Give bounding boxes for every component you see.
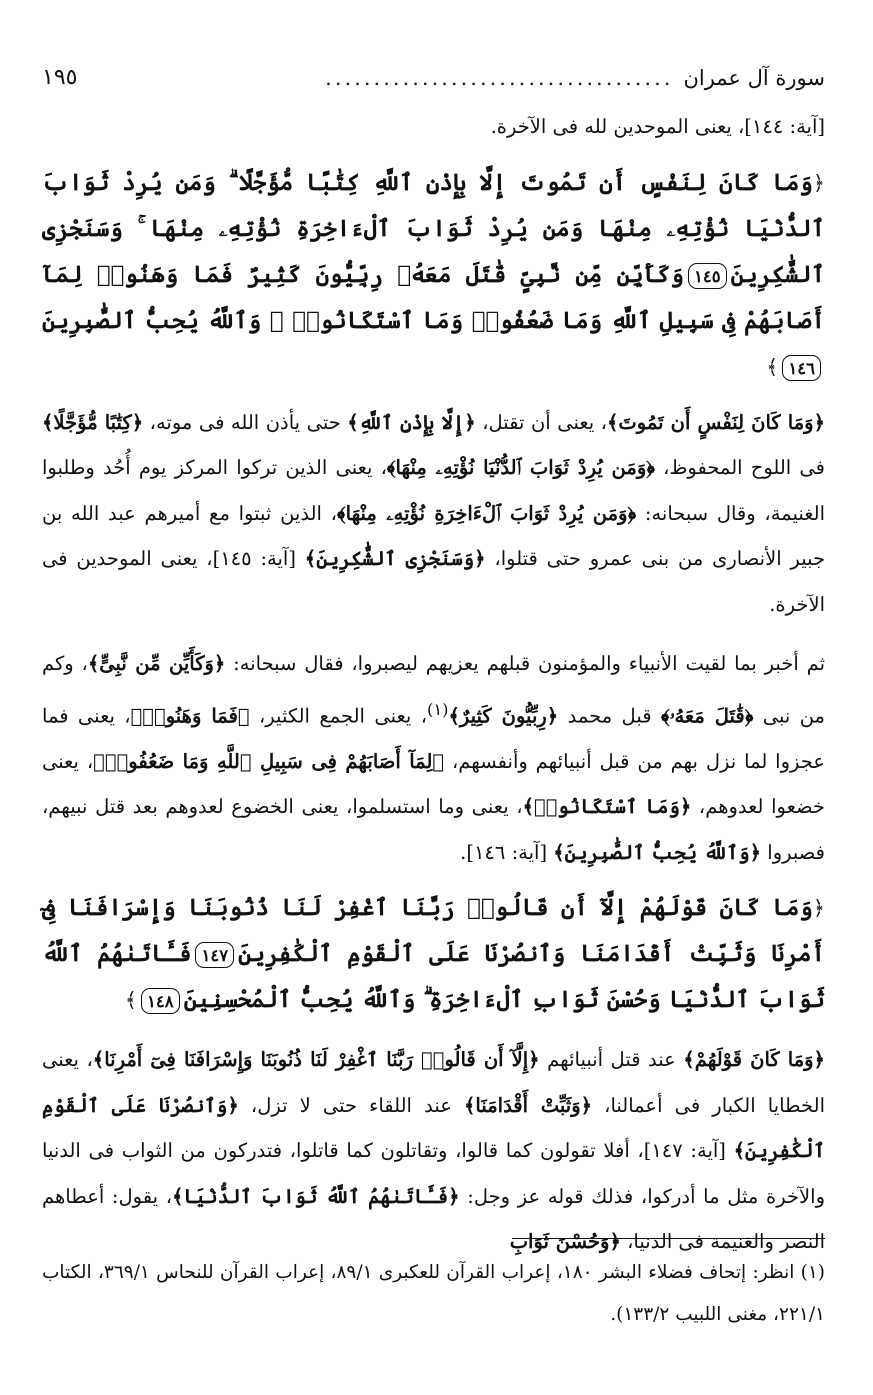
quran-quote: ﴿وَثَبِّتْ أَقْدَامَنَا﴾ [463,1093,593,1117]
quran-quote: ﴿وَمَا ٱسْتَكَانُوا۟﴾ [522,795,692,818]
verse-text-148: فَـَٔاتَىٰهُمُ ٱللَّهُ ثَوَابَ ٱلدُّنْيَا وَحُسْنَ ثَوَابِ ٱلْءَاخِرَةِ ۗ وَٱللَّهُ يُحِبُّ ٱلْمُحْسِنِينَ [42,940,825,1013]
quran-quote: ﴿فَمَا وَهَنُوا۟﴾ [130,704,250,727]
quran-quote: ﴿لِمَآ أَصَابَهُمْ فِى سَبِيلِ ٱللَّهِ وَمَا ضَعُفُوا۟﴾ [93,749,445,773]
commentary-text: ، يعنى وما استسلموا، يعنى الخضوع لعدوهم بعد قتل نبيهم، فصبروا [42,795,825,864]
commentary-text: ، يعنى خضعوا لعدوهم، [42,749,825,818]
verse-close-bracket: ﴾ [766,354,779,379]
verse-text-146: وَكَأَيِّن مِّن نَّبِىٍّ قَٰتَلَ مَعَهُۥ رِبِّيُّونَ كَثِيرٌ فَمَا وَهَنُوا۟ لِمَآ أَصَابَهُمْ فِى سَبِيلِ ٱللَّهِ وَمَا ضَعُفُوا۟ وَمَا ٱسْتَكَانُوا۟ ۗ وَٱللَّهُ يُحِبُّ ٱلصَّٰبِرِينَ [42,260,825,334]
verse-text-147: وَمَا كَانَ قَوْلَهُمْ إِلَّآ أَن قَالُوا۟ رَبَّنَا ٱغْفِرْ لَنَا ذُنُوبَنَا وَإِسْرَافَنَا فِىٓ أَمْرِنَا وَثَبِّتْ أَقْدَامَنَا وَٱنصُرْنَا عَلَى ٱلْقَوْمِ ٱلْكَٰفِرِينَ [42,894,825,967]
commentary-text: ، يقول: أعطاهم النصر والغنيمة فى الدنيا، [42,1184,825,1253]
commentary-text: ، الذين ثبتوا مع أميرهم عبد الله بن جبير الأنصارى من بنى عمرو حتى قتلوا، [42,501,826,570]
commentary-text: ، يعنى الخطايا الكبار فى أعمالنا، [42,1048,826,1117]
footnote-separator [512,1238,825,1239]
verse-close-bracket: ﴾ [124,988,138,1012]
footnote-marker: (١) [427,699,449,719]
quran-quote: ﴿وَحُسْنَ ثَوَابِ [509,1230,621,1253]
commentary-text: ، يعنى أن تقتل، [475,410,607,434]
quran-quote: ﴿رِبِّيُّونَ كَثِيرٌ﴾ [448,704,559,727]
commentary-text: [آية: ١٤٧]، أفلا تقولون كما قالوا، وتقاتلون كما قاتلوا، فتدركون من الثواب فى الدنيا والآخرة مثل ما أدركوا، فذلك قوله عز وجل: [42,1139,825,1208]
footnote: (١) انظر: إتحاف فضلاء البشر ١٨٠، إعراب القرآن للعكبرى ٨٩/١، إعراب القرآن للنحاس ٣٦٩/١، الكتاب ٢٢١/١، مغنى اللبيب ١٣٣/٢). [42,1262,826,1325]
quran-quote: ﴿وَٱللَّهُ يُحِبُّ ٱلصَّٰبِرِينَ﴾ [553,840,762,864]
quran-quote: ﴿وَمَن يُرِدْ ثَوَابَ ٱلْءَاخِرَةِ نُؤْتِهِۦ مِنْهَا﴾ [336,501,637,525]
page-number: ١٩٥ [42,65,78,90]
commentary-text: حتى يأذن الله فى موته، [143,410,348,434]
quran-quote: ﴿إِلَّا بِإِذْنِ ٱللَّهِ﴾ [347,410,476,434]
quran-quote: ﴿فَـَٔاتَىٰهُمُ ٱللَّهُ ثَوَابَ ٱلدُّنْيَا﴾ [172,1184,460,1208]
quran-quote: ﴿إِلَّآ أَن قَالُوا۟ رَبَّنَا ٱغْفِرْ لَنَا ذُنُوبَنَا وَإِسْرَافَنَا فِىٓ أَمْرِنَا﴾ [92,1048,540,1071]
quran-quote: ﴿وَمَا كَانَ لِنَفْسٍ أَن تَمُوتَ﴾ [607,410,825,434]
tafsir-paragraph-3 [42,1037,825,1265]
commentary-text: ، يعنى الجمع الكثير، [249,704,428,727]
verse-block-147-148 [42,885,825,1023]
surah-title: سورة آل عمران [683,66,825,90]
ayah-number-147: ١٤٧ [195,942,234,968]
commentary-text: ، يعنى فما عجزوا لما نزل بهم من قبل أنبيائهم وأنفسهم، [42,704,825,773]
commentary-text: ، وكم من نبى [42,652,826,727]
quran-quote: ﴿وَسَنَجْزِى ٱلشَّٰكِرِينَ﴾ [304,547,486,570]
ayah-number-148: ١٤٨ [141,988,180,1014]
verse-open-bracket: ﴿ [812,896,825,920]
quran-quote: ﴿وَمَن يُرِدْ ثَوَابَ ٱلدُّنْيَا نُؤْتِهِۦ مِنْهَا﴾ [386,456,655,479]
quran-quote: ﴿وَكَأَيِّن مِّن نَّبِىٍّ﴾ [87,652,226,675]
running-header [42,0,825,104]
commentary-text: ، يعنى الذين تركوا المركز يوم أُحُد وطلبوا الغنيمة، وقال سبحانه: [42,456,825,525]
commentary-text: قبل محمد [558,704,661,727]
tafsir-paragraph-1 [42,400,825,628]
ayah-number-145: ١٤٥ [688,263,727,289]
verse-block-145-146 [42,160,825,390]
quran-quote: ﴿كِتَٰبًا مُّؤَجَّلًا﴾ [42,410,144,434]
commentary-text: عند قتل أنبيائهم [539,1048,684,1071]
commentary-text: ثم أخبر بما لقيت الأنبياء والمؤمنون قبلهم يعزيهم ليصبروا، فقال سبحانه: [225,652,825,675]
verse-text-145: وَمَا كَانَ لِنَفْسٍ أَن تَمُوتَ إِلَّا بِإِذْنِ ٱللَّهِ كِتَٰبًا مُّؤَجَّلًا ۗ وَمَن يُرِدْ ثَوَابَ ٱلدُّنْيَا نُؤْتِهِۦ مِنْهَا وَمَن يُرِدْ ثَوَابَ ٱلْءَاخِرَةِ نُؤْتِهِۦ مِنْهَا ۚ وَسَنَجْزِى ٱلشَّٰكِرِينَ [42,168,825,288]
verse-open-bracket: ﴿ [812,170,825,195]
quran-quote: ﴿قَٰتَلَ مَعَهُۥ﴾ [660,704,754,727]
leader-dots: .................................... [325,66,674,90]
tafsir-paragraph-2 [42,641,825,875]
quran-quote: ﴿وَٱنصُرْنَا عَلَى ٱلْقَوْمِ ٱلْكَٰفِرِينَ﴾ [42,1093,825,1162]
commentary-text: فى اللوح المحفوظ، [654,456,825,479]
commentary-text: عند اللقاء حتى لا تزل، [238,1093,464,1117]
commentary-text: [آية: ١٤٦]. [460,840,554,864]
quran-quote: ﴿وَمَا كَانَ قَوْلَهُمْ﴾ [683,1048,825,1071]
commentary-text: [آية: ١٤٥]، يعنى الموحدين فى الآخرة. [42,547,825,616]
ayah-number-146: ١٤٦ [782,355,821,381]
intro-paragraph: [آية: ١٤٤]، يعنى الموحدين لله فى الآخرة. [490,115,825,138]
